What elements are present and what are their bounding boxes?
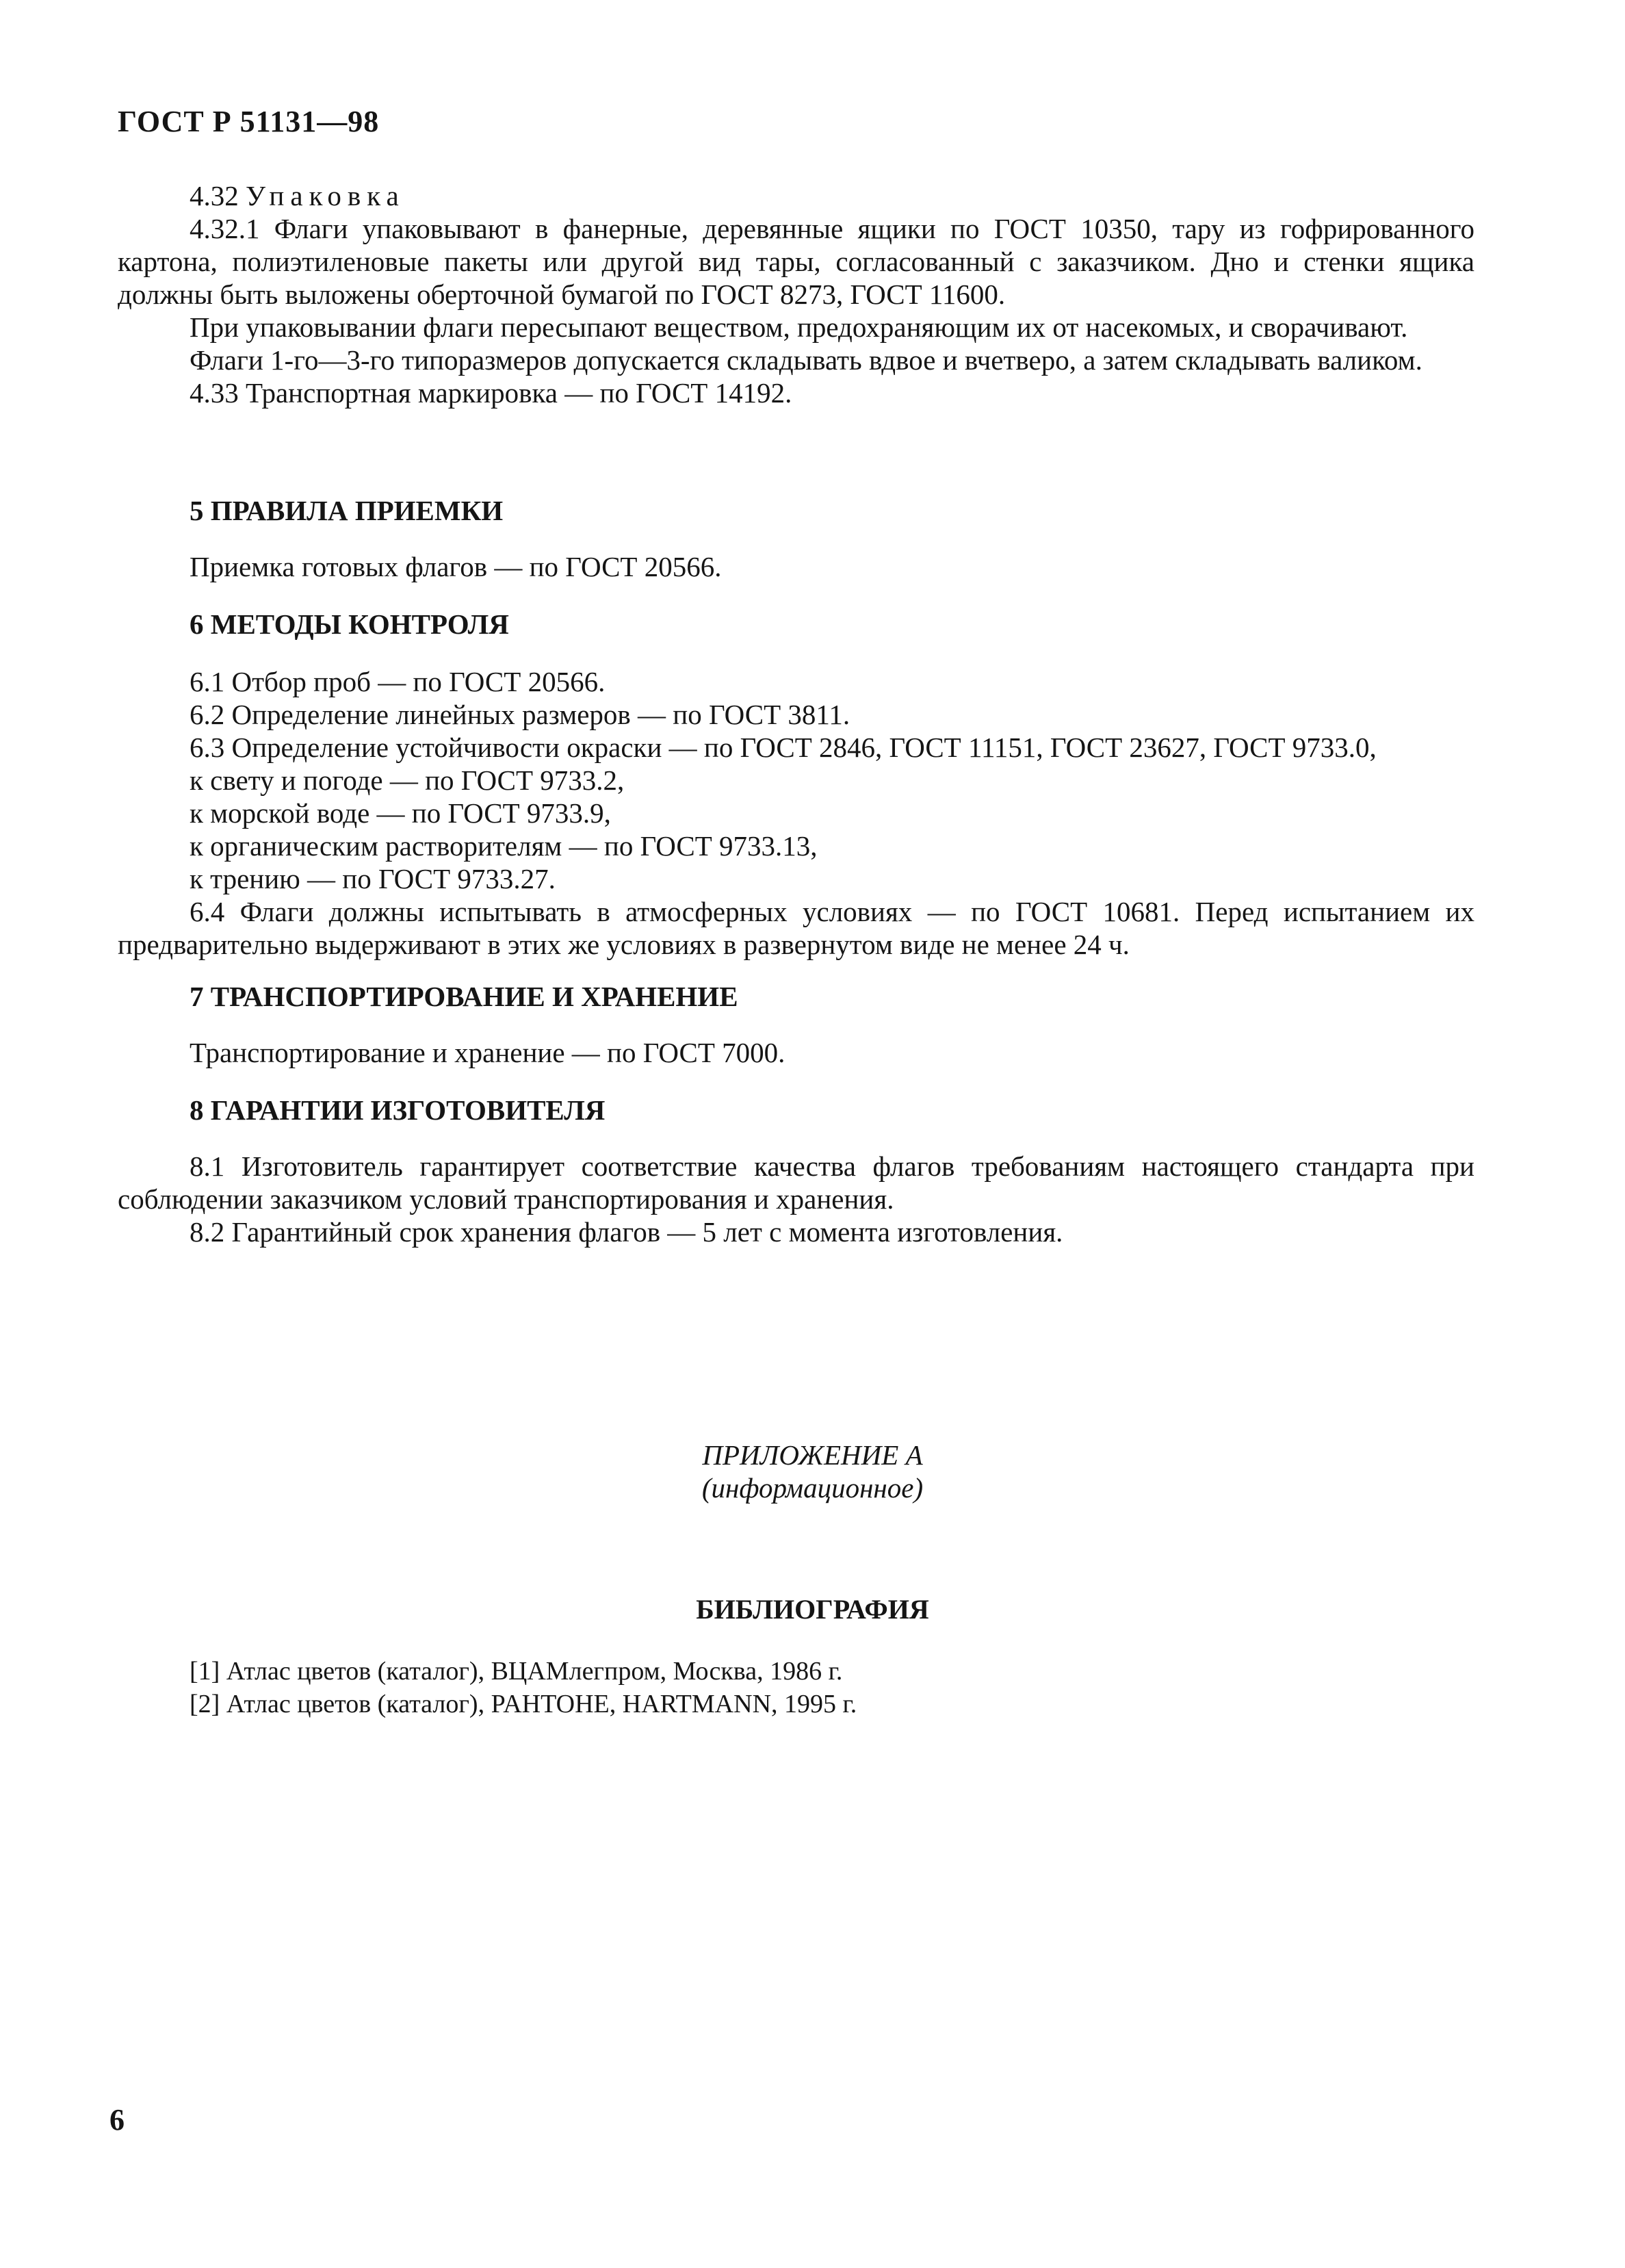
- clause-6-1: 6.1 Отбор проб — по ГОСТ 20566.: [190, 666, 606, 697]
- section-8-heading: 8 ГАРАНТИИ ИЗГОТОВИТЕЛЯ: [190, 1094, 606, 1126]
- section-5-text: Приемка готовых флагов — по ГОСТ 20566.: [190, 551, 722, 582]
- section-7-heading: 7 ТРАНСПОРТИРОВАНИЕ И ХРАНЕНИЕ: [190, 981, 738, 1012]
- section-8: [118, 1094, 1474, 1248]
- clause-8-2: 8.2 Гарантийный срок хранения флагов — 5 лет с момента изготовления.: [190, 1216, 1063, 1248]
- page-number: 6: [109, 2103, 125, 2137]
- clause-6-3-light: к свету и погоде — по ГОСТ 9733.2,: [190, 764, 625, 796]
- section-5-heading: 5 ПРАВИЛА ПРИЕМКИ: [190, 495, 504, 526]
- clause-6-2: 6.2 Определение линейных размеров — по ГОСТ 3811.: [190, 699, 850, 730]
- clause-4-32-heading: [118, 179, 1474, 212]
- section-4-packaging: [118, 179, 1474, 409]
- document-header: ГОСТ Р 51131—98: [118, 105, 380, 138]
- section-7: [118, 980, 1474, 1069]
- section-7-text: Транспортирование и хранение — по ГОСТ 7000.: [190, 1037, 785, 1068]
- appendix-title: ПРИЛОЖЕНИЕ А: [702, 1439, 923, 1471]
- clause-4-32-1: 4.32.1 Флаги упаковывают в фанерные, деревянные ящики по ГОСТ 10350, тару из гофрированного картона, полиэтиленовые пакеты или другой вид тары, согласованный с заказчиком. Дно и стенки ящика должны быть выложены оберточной бумагой по ГОСТ 8273, ГОСТ 11600.: [118, 213, 1474, 310]
- clause-6-4: 6.4 Флаги должны испытывать в атмосферных условиях — по ГОСТ 10681. Перед испытанием их предварительно выдерживают в этих же условиях в развернутом виде не менее 24 ч.: [118, 896, 1474, 960]
- clause-6-3: 6.3 Определение устойчивости окраски — по ГОСТ 2846, ГОСТ 11151, ГОСТ 23627, ГОСТ 9733.0,: [190, 732, 1377, 763]
- clause-4-33: 4.33 Транспортная маркировка — по ГОСТ 14192.: [190, 377, 792, 409]
- section-6-heading: 6 МЕТОДЫ КОНТРОЛЯ: [190, 608, 509, 640]
- clause-4-32-number: 4.32: [190, 180, 239, 211]
- section-6: [118, 608, 1474, 961]
- appendix-heading: [0, 1439, 1625, 1504]
- section-5: [118, 494, 1474, 583]
- clause-6-3-solvents: к органическим растворителям — по ГОСТ 9733.13,: [190, 830, 818, 862]
- bibliography-title: БИБЛИОГРАФИЯ: [696, 1594, 929, 1625]
- bibliography-item: [2] Атлас цветов (каталог), PAHTOHE, HARTMANN, 1995 г.: [190, 1690, 857, 1718]
- bibliography-list: [190, 1655, 857, 1721]
- sizes-paragraph: Флаги 1-го—3-го типоразмеров допускается складывать вдвое и вчетверо, а затем складывать валиком.: [190, 344, 1422, 376]
- clause-8-1: 8.1 Изготовитель гарантирует соответствие качества флагов требованиям настоящего стандарта при соблюдении заказчиком условий транспортирования и хранения.: [118, 1150, 1474, 1215]
- clause-6-3-friction: к трению — по ГОСТ 9733.27.: [190, 863, 556, 894]
- clause-4-32-title: Упаковка: [246, 180, 405, 211]
- packing-paragraph: При упаковывании флаги пересыпают веществом, предохраняющим их от насекомых, и сворачивают.: [190, 311, 1408, 343]
- appendix-subtitle: (информационное): [701, 1472, 924, 1504]
- bibliography-item: [1] Атлас цветов (каталог), ВЦАМлегпром, Москва, 1986 г.: [190, 1657, 843, 1686]
- clause-6-3-seawater: к морской воде — по ГОСТ 9733.9,: [190, 797, 611, 829]
